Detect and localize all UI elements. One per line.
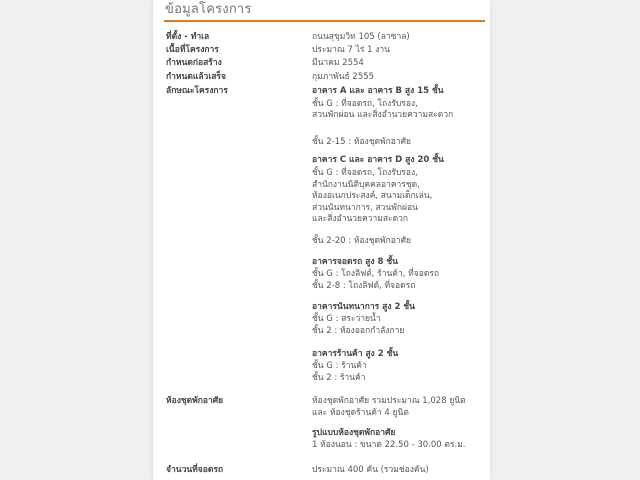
section-title: ข้อมูลโครงการ [165,2,252,17]
characteristics-label: ลักษณะโครงการ [166,86,228,96]
parking-count-value: ประมาณ 400 คัน (รวมช่องคัน) [312,465,429,475]
building-cd-line: ส่วนนันทนาการ, สวนพักผ่อน [312,203,418,213]
recreation-building-line: ชั้น 2 : ห้องออกกำลังกาย [312,326,405,336]
units-line: ห้องชุดพักอาศัย รวมประมาณ 1,028 ยูนิต [312,396,466,406]
building-cd-line: ห้องอเนกประสงค์, สนามเด็กเล่น, [312,191,433,201]
building-ab-line: สวนพักผ่อน และสิ่งอำนวยความสะดวก [312,110,454,120]
recreation-building-heading: อาคารนันทนาการ สูง 2 ชั้น [312,302,415,312]
building-ab-line: ชั้น 2-15 : ห้องชุดพักอาศัย [312,137,411,147]
location-value: ถนนสุขุมวิท 105 (ลาซาล) [312,32,410,42]
units-line: และ ห้องชุดร้านค้า 4 ยูนิต [312,408,409,418]
area-value: ประมาณ 7 ไร่ 1 งาน [312,45,390,55]
building-cd-line: ชั้น 2-20 : ห้องชุดพักอาศัย [312,236,411,246]
building-cd-heading: อาคาร C และ อาคาร D สูง 20 ชั้น [312,155,444,165]
unit-type-line: 1 ห้องนอน : ขนาด 22.50 - 30.00 ตร.ม. [312,440,466,450]
parking-building-line: ชั้น G : โถงลิฟต์, ร้านค้า, ที่จอดรถ [312,269,440,279]
parking-building-heading: อาคารจอดรถ สูง 8 ชั้น [312,257,398,267]
section-divider [164,20,485,22]
completion-value: กุมภาพันธ์ 2555 [312,72,375,82]
building-ab-heading: อาคาร A และ อาคาร B สูง 15 ชั้น [312,86,444,96]
retail-building-line: ชั้น 2 : ร้านค้า [312,373,366,383]
unit-type-heading: รูปแบบห้องชุดพักอาศัย [312,428,396,438]
completion-label: กำหนดแล้วเสร็จ [166,72,226,82]
retail-building-heading: อาคารร้านค้า สูง 2 ชั้น [312,349,399,359]
building-cd-line: และสิ่งอำนวยความสะดวก [312,214,409,224]
units-label: ห้องชุดพักอาศัย [166,396,224,406]
building-cd-line: สำนักงานนิติบุคคลอาคารชุด, [312,180,420,190]
building-cd-line: ชั้น G : ที่จอดรถ, โถงรับรอง, [312,168,418,178]
recreation-building-line: ชั้น G : สระว่ายน้ำ [312,314,381,324]
construction-start-label: กำหนดก่อสร้าง [166,58,222,68]
area-label: เนื้อที่โครงการ [166,45,219,55]
building-ab-line: ชั้น G : ที่จอดรถ, โถงรับรอง, [312,99,418,109]
parking-building-line: ชั้น 2-8 : โถงลิฟต์, ที่จอดรถ [312,281,416,291]
construction-start-value: มีนาคม 2554 [312,58,364,68]
retail-building-line: ชั้น G : ร้านค้า [312,361,367,371]
parking-count-label: จำนวนที่จอดรถ [166,465,224,475]
location-label: ที่ตั้ง - ทำเล [166,32,210,42]
